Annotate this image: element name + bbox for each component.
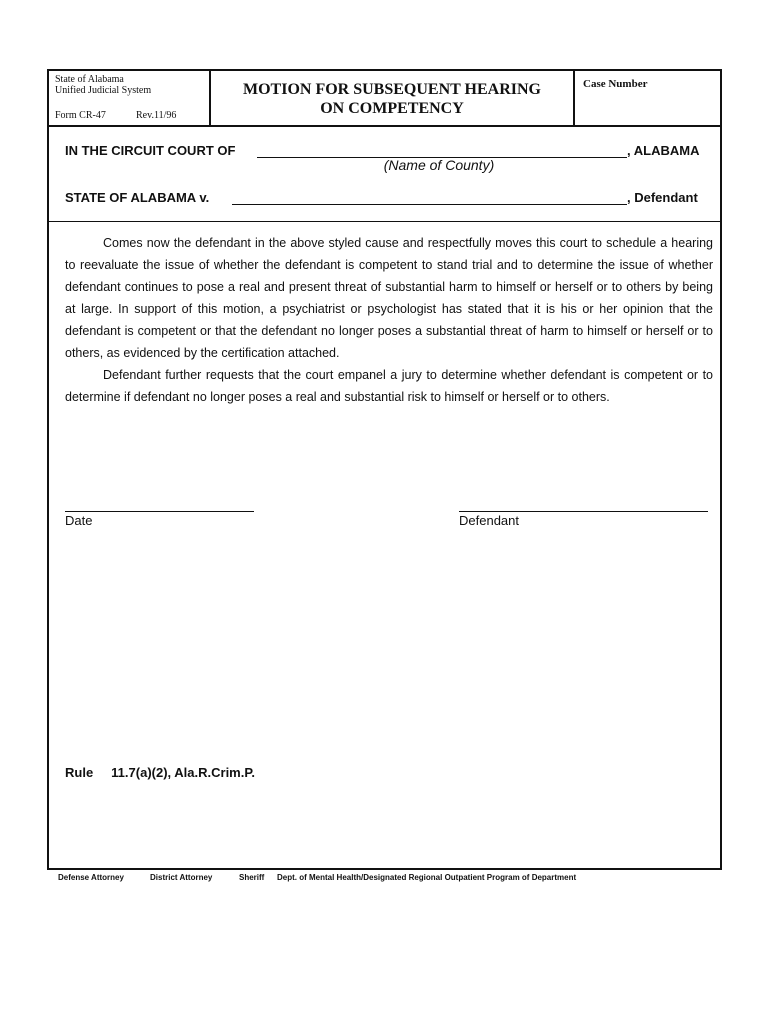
footer-district-attorney: District Attorney <box>150 873 213 882</box>
defendant-name-input-line[interactable] <box>232 204 627 205</box>
header-state: State of Alabama <box>55 74 124 85</box>
defendant-signature-label: Defendant <box>459 513 519 528</box>
alabama-label: , ALABAMA <box>627 143 700 158</box>
footer-defense-attorney: Defense Attorney <box>58 873 124 882</box>
state-v-label: STATE OF ALABAMA v. <box>65 190 210 205</box>
footer-sheriff: Sheriff <box>239 873 265 882</box>
form-title-line2: ON COMPETENCY <box>320 100 464 117</box>
motion-paragraph-2: Defendant further requests that the court empanel a jury to determine whether defendant is competent or to determine if defendant no longer poses a real and substantial risk to himself or herself or to others. <box>65 368 713 404</box>
date-signature-line[interactable] <box>65 511 254 512</box>
form-title <box>209 71 575 127</box>
defendant-signature-line[interactable] <box>459 511 708 512</box>
form-number: Form CR-47 <box>55 110 106 121</box>
case-number-label: Case Number <box>583 78 648 90</box>
section-divider <box>49 221 720 222</box>
court-label: IN THE CIRCUIT COURT OF <box>65 143 236 158</box>
form-title-line1: MOTION FOR SUBSEQUENT HEARING <box>243 81 541 98</box>
rule-label: Rule <box>65 765 94 780</box>
footer-dept: Dept. of Mental Health/Designated Regional Outpatient Program of Department <box>277 873 577 882</box>
county-hint: (Name of County) <box>383 157 495 173</box>
motion-body <box>65 232 713 408</box>
case-number-box[interactable] <box>573 71 722 127</box>
form-border <box>47 69 722 870</box>
header-info-box <box>49 71 211 127</box>
rule-citation <box>65 765 255 780</box>
rule-reference: 11.7(a)(2), Ala.R.Crim.P. <box>111 765 255 780</box>
form-revision: Rev.11/96 <box>136 110 177 121</box>
motion-paragraph-1: Comes now the defendant in the above styled cause and respectfully moves this court to schedule a hearing to reevaluate the issue of whether the defendant is competent to stand trial and to determine the issue of whether defendant continues to pose a real and present threat of substantial harm to himself or herself or to others by being at large. In support of this motion, a psychiatrist or psychologist has stated that it is his or her opinion that the defendant is competent or that the defendant no longer poses a substantial threat of harm to himself or herself or to others, as evidenced by the certification attached. <box>65 236 713 360</box>
header-system: Unified Judicial System <box>55 85 152 96</box>
defendant-suffix: , Defendant <box>627 190 698 205</box>
date-label: Date <box>65 513 93 528</box>
